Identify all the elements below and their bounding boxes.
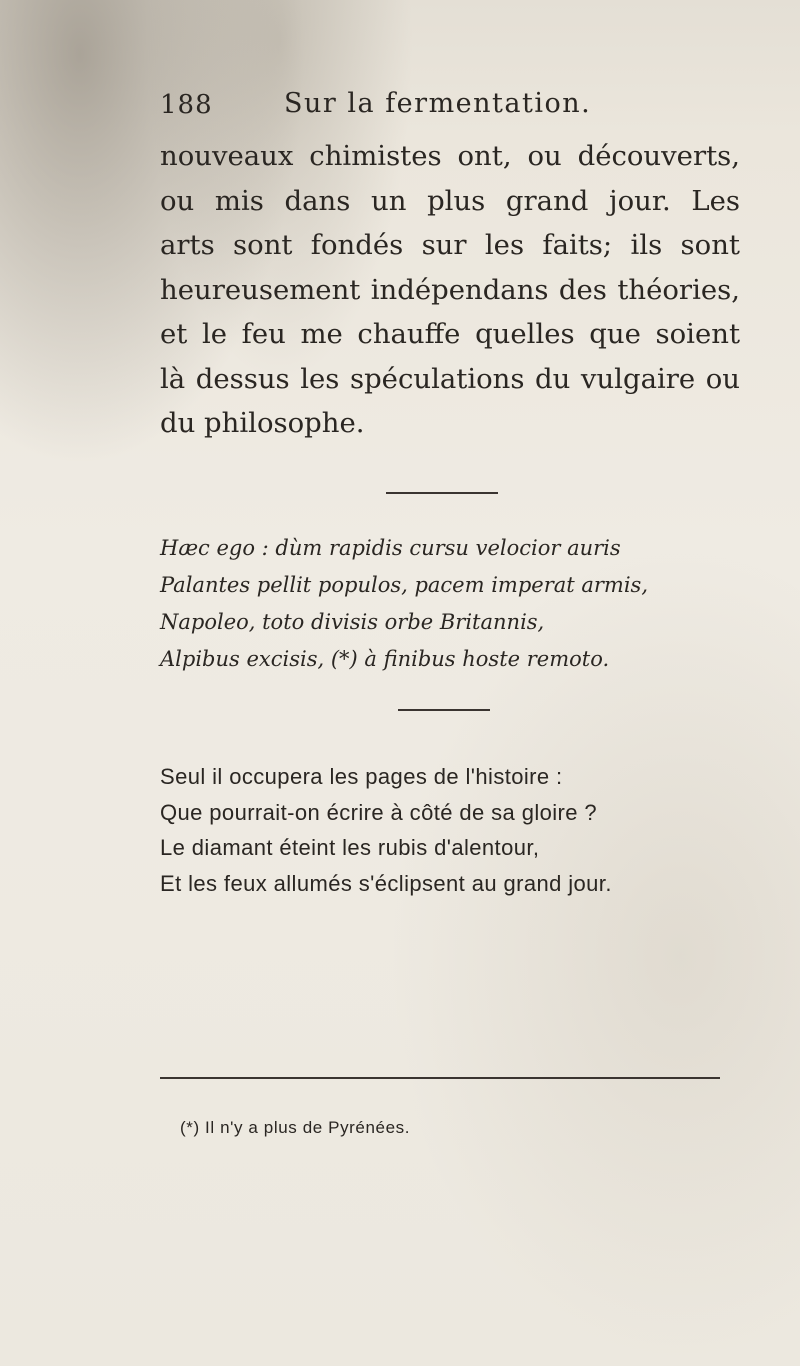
verse-line: Le diamant éteint les rubis d'alentour,	[160, 835, 540, 860]
verse-line: Napoleo, toto divisis orbe Britannis,	[160, 610, 545, 634]
paragraph-line: nouveaux chimistes ont, ou découverts,	[160, 140, 740, 172]
running-head	[160, 84, 680, 128]
section-divider	[386, 492, 498, 494]
footnote: (*) Il n'y a plus de Pyrénées.	[180, 1118, 411, 1137]
verse-line: Alpibus excisis, (*) à finibus hoste remoto.	[160, 647, 610, 671]
verse-line: Seul il occupera les pages de l'histoire :	[160, 764, 563, 789]
page-number: 188	[160, 90, 213, 120]
verse-line: Hæc ego : dùm rapidis cursu velocior auris	[160, 536, 621, 560]
verse-line: Et les feux allumés s'éclipsent au grand jour.	[160, 870, 612, 896]
section-divider	[398, 709, 490, 711]
paragraph-line: et le feu me chauffe quelles que soient	[160, 318, 740, 350]
main-paragraph	[160, 134, 740, 446]
paragraph-line: du philosophe.	[160, 407, 365, 439]
verse-line: Palantes pellit populos, pacem imperat armis,	[160, 573, 649, 597]
paragraph-line: ou mis dans un plus grand jour. Les	[160, 184, 740, 217]
footnote-divider	[160, 1077, 720, 1079]
paragraph-line: là dessus les spéculations du vulgaire ou	[160, 362, 740, 395]
paragraph-line: arts sont fondés sur les faits; ils sont	[160, 229, 740, 261]
latin-verse	[160, 530, 740, 678]
paragraph-line: heureusement indépendans des théories,	[160, 273, 740, 306]
french-verse	[160, 759, 740, 901]
running-head-title: Sur la fermentation.	[284, 88, 592, 119]
verse-line: Que pourrait-on écrire à côté de sa gloire ?	[160, 799, 598, 825]
